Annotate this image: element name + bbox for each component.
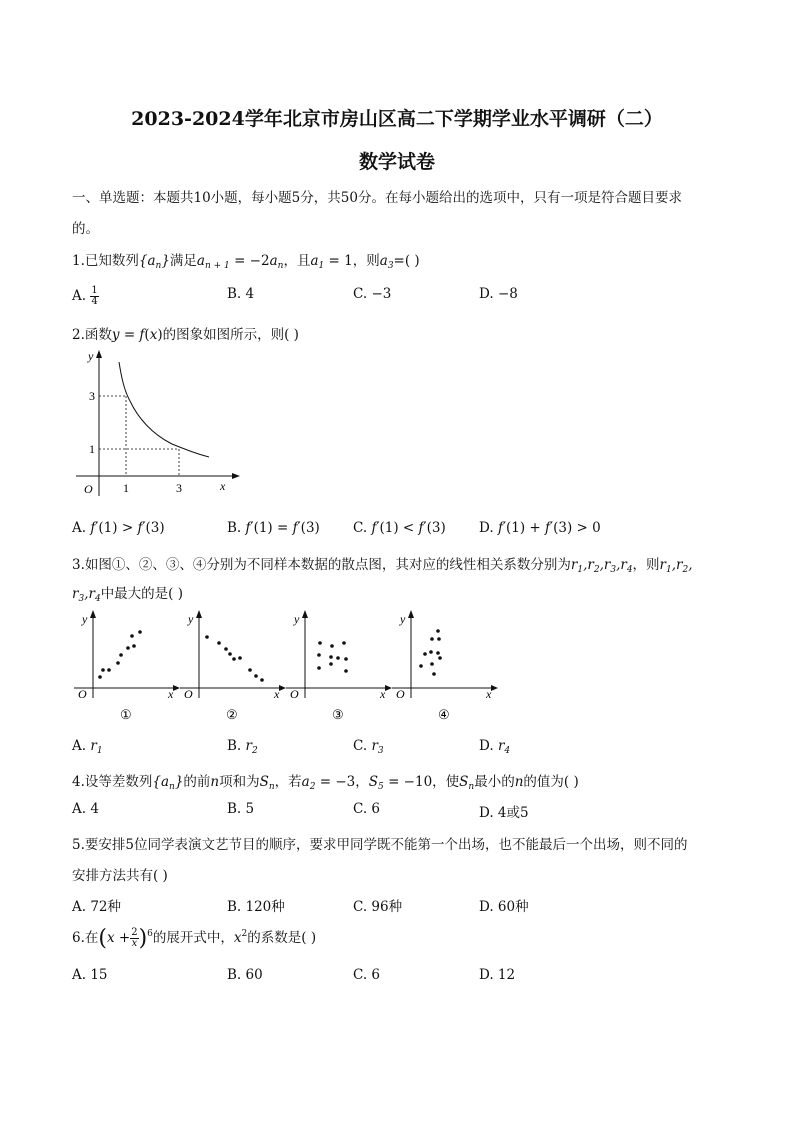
scatter-plot-1 xyxy=(74,610,180,722)
svg-text:x: x xyxy=(274,687,280,701)
question-1: 1.已知数列$\{a_n\}$满足$a_{n + 1} = -2a_n$，且$a_1 = 1$，则$a_3=$( ) xyxy=(72,253,420,271)
section-instruction-1: 一、单选题：本题共10小题，每小题5分，共50分。在每小题给出的选项中，只有一项是符合题目要求 xyxy=(72,190,682,206)
plot-label-1: ① xyxy=(120,707,132,722)
q1-option-a: A. $\frac{1}{4}$ xyxy=(72,285,98,307)
q2-option-a: A. f′(1) > f′(3) xyxy=(72,520,165,536)
svg-text:O: O xyxy=(290,687,299,701)
svg-text:y: y xyxy=(294,612,300,626)
question-2: 2.函数y = f(x)的图象如图所示，则( ) xyxy=(72,327,299,343)
exam-subtitle: 数学试卷 xyxy=(358,151,435,173)
q2-y-tick-1: 1 xyxy=(89,442,95,456)
q2-y-tick-3: 3 xyxy=(89,389,95,403)
q1-option-b: B. 4 xyxy=(227,286,255,302)
question-6: 6.在(x + $\frac{2}{x}$ )$^6$的展开式中，$x^2$的系数是( ) xyxy=(72,926,317,951)
q2-x-tick-1: 1 xyxy=(123,481,129,495)
q2-y-label: y xyxy=(88,349,94,363)
svg-text:O: O xyxy=(78,687,87,701)
q6-option-b: B. 60 xyxy=(227,967,263,983)
q5-option-c: C. 96种 xyxy=(353,899,403,915)
question-3-line-2: $r_3,r_4$中最大的是( ) xyxy=(72,586,184,604)
scatter-plot-3 xyxy=(286,610,392,722)
question-5-line-1: 5.要安排5位同学表演文艺节目的顺序，要求甲同学既不能第一个出场，也不能最后一个出场，则不同的 xyxy=(72,837,688,853)
q2-function-graph xyxy=(72,346,242,501)
q2-option-b: B. f′(1) = f′(3) xyxy=(227,520,320,536)
scatter-plot-4 xyxy=(392,610,498,722)
plot-label-3: ③ xyxy=(332,707,344,722)
plot-label-2: ② xyxy=(226,707,238,722)
svg-text:O: O xyxy=(396,687,405,701)
section-instruction-2: 的。 xyxy=(72,221,99,237)
q3-option-c: C. $r_3$ xyxy=(353,738,384,756)
q2-option-d: D. f′(1) + f′(3) > 0 xyxy=(479,520,601,536)
q3-scatter-plots xyxy=(72,606,502,724)
q5-option-a: A. 72种 xyxy=(72,899,122,915)
question-4: 4.设等差数列$\{a_n\}$的前n项和为$S_n$，若$a_2 = -3$，$S_5 = -10$，使$S_n$最小的n的值为( ) xyxy=(72,774,579,792)
q3-option-d: D. $r_4$ xyxy=(479,738,511,756)
q2-x-tick-3: 3 xyxy=(176,481,182,495)
q4-option-a: A. 4 xyxy=(72,801,99,817)
svg-text:x: x xyxy=(380,687,386,701)
q1-option-c: C. −3 xyxy=(353,286,392,302)
q4-option-b: B. 5 xyxy=(227,801,255,817)
q2-option-c: C. f′(1) < f′(3) xyxy=(353,520,446,536)
svg-text:y: y xyxy=(400,612,406,626)
q4-option-c: C. 6 xyxy=(353,801,381,817)
q6-option-d: D. 12 xyxy=(479,967,516,983)
q6-option-a: A. 15 xyxy=(72,967,108,983)
q2-origin-label: O xyxy=(84,482,93,496)
q5-option-b: B. 120种 xyxy=(227,899,285,915)
q1-option-d: D. −8 xyxy=(479,286,518,302)
q3-option-b: B. $r_2$ xyxy=(227,738,258,756)
q6-option-c: C. 6 xyxy=(353,967,381,983)
question-3-line-1: 3.如图①、②、③、④分别为不同样本数据的散点图，其对应的线性相关系数分别为$r_1,r_2,r_3,r_4$，则$r_1,r_2$, xyxy=(72,557,693,575)
svg-text:y: y xyxy=(188,612,194,626)
plot-label-4: ④ xyxy=(438,707,450,722)
q3-option-a: A. $r_1$ xyxy=(72,738,103,756)
svg-text:O: O xyxy=(184,687,193,701)
q2-x-label: x xyxy=(220,479,226,493)
svg-text:x: x xyxy=(486,687,492,701)
exam-title: 2023-2024学年北京市房山区高二下学期学业水平调研（二） xyxy=(131,108,663,130)
q4-option-d: D. 4或5 xyxy=(479,805,529,821)
svg-text:x: x xyxy=(168,687,174,701)
svg-text:y: y xyxy=(82,612,88,626)
scatter-plot-2 xyxy=(180,610,286,722)
q5-option-d: D. 60种 xyxy=(479,899,529,915)
question-5-line-2: 安排方法共有( ) xyxy=(72,868,168,884)
